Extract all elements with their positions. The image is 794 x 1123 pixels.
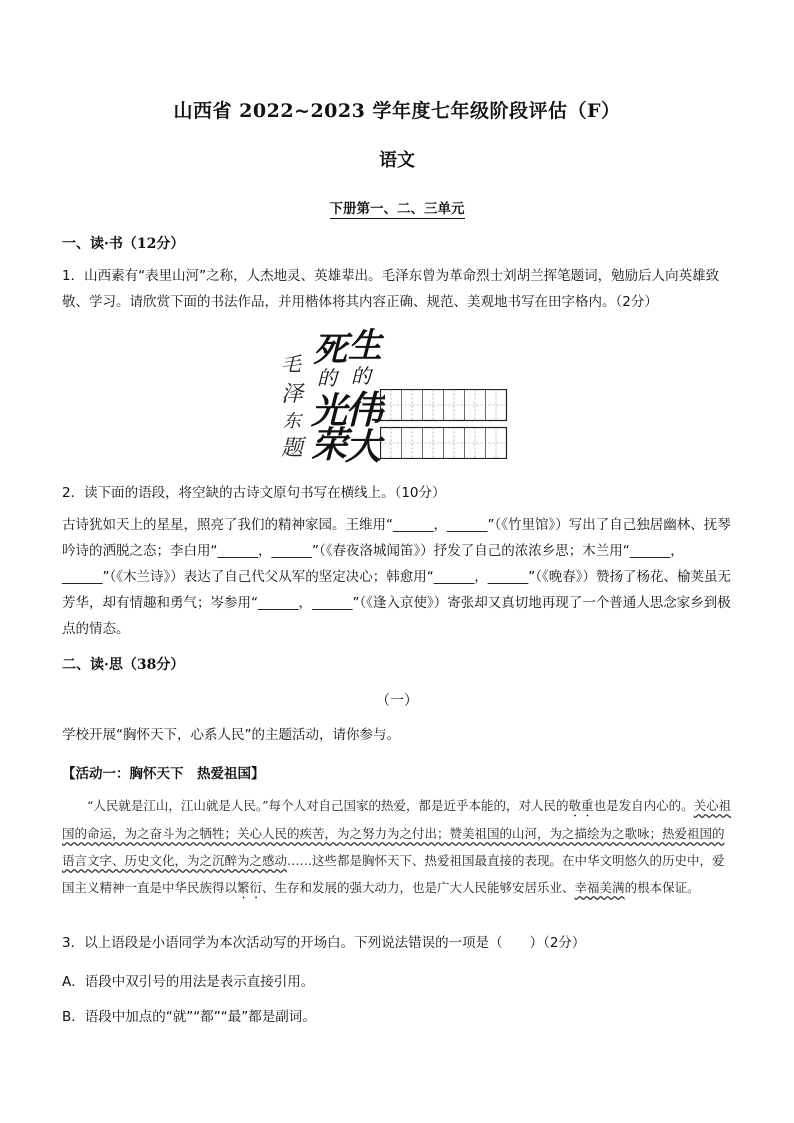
calligraphy-char: 生: [348, 326, 382, 366]
passage-text: “人民就是江山，江山就是人民。”每个人对自己国家的热爱，都是近乎本能的，对人民的: [87, 798, 569, 813]
activity-intro: 学校开展“胸怀天下，心系人民”的主题活动，请你参与。: [62, 727, 400, 743]
unit-range-text: 下册第一、二、三单元: [329, 201, 465, 217]
calligraphy-char: 毛: [281, 352, 301, 376]
dotted-word: 繁衍: [237, 880, 263, 895]
subject-title: 语文: [379, 150, 415, 171]
calligraphy-char: 的: [351, 364, 371, 388]
writing-grid[interactable]: [380, 389, 512, 459]
calligraphy-char: 东: [283, 411, 301, 432]
question-2-prompt: 2．读下面的语段，将空缺的古诗文原句书写在横线上。（10分）: [62, 485, 446, 501]
option-b[interactable]: B．语段中加点的“就”“都”“最”都是副词。: [62, 1009, 316, 1025]
calligraphy-char: 死: [313, 330, 347, 370]
calligraphy-char: 大: [345, 426, 382, 463]
underlined-text: 关心祖国的命运，为之奋斗为之牺牲；关心人民的疾苦，为之努力为之付出；赞美祖国的山河，为之描绘为之歌咏；热爱祖国的语言文字、历史文化，为之沉醉为之感动: [62, 798, 732, 868]
passage-text: 也是发自内心的。: [593, 798, 694, 813]
calligraphy-artwork: [275, 323, 385, 463]
passage-text: 、生存和发展的强大动力，也是广大人民能够安居乐业、: [262, 880, 575, 895]
calligraphy-char: 荣: [311, 424, 348, 463]
exam-title: 山西省 2022~2023 学年度七年级阶段评估（F）: [173, 100, 621, 122]
option-a[interactable]: A．语段中双引号的用法是表示直接引用。: [62, 974, 315, 990]
question-3: 3．以上语段是小语同学为本次活动写的开场白。下列说法错误的一项是（ ）（2分）: [62, 935, 586, 951]
part-one-label: （一）: [376, 693, 418, 709]
section-1-heading: 一、读·书（12分）: [62, 236, 185, 252]
question-2-text: 古诗犹如天上的星星，照亮了我们的精神家园。王维用“______，______”（《竹里馆》）写出了自己独居幽林、抚琴吟诗的洒脱之态；李白用“______，______”（《春夜洛城闻笛》）抒发了自己的浓浓乡思；木兰用“______，______”（《木兰诗》）表达了自己代父从军的坚定决心；韩愈用“______，______”（《晚春》）赞扬了杨花、榆荚虽无芳华，却有情趣和勇气；岑参用“______，______”（《逢入京使》）寄张却又真切地再现了一个普通人思念家乡到极点的情态。: [62, 517, 731, 637]
question-1: 1．山西素有“表里山河”之称，人杰地灵、英雄辈出。毛泽东曾为革命烈士刘胡兰挥笔题词，勉励后人向英雄致敬、学习。请欣赏下面的书法作品，并用楷体将其内容正确、规范、美观地书写在田字格内。（2分）: [62, 268, 720, 310]
opening-passage: [62, 792, 734, 902]
passage-text: 的根本保证。: [624, 880, 700, 895]
calligraphy-char: 伟: [345, 387, 384, 432]
calligraphy-char: 题: [281, 436, 304, 461]
calligraphy-char: 泽: [281, 382, 304, 407]
dotted-word: 敬重: [568, 798, 594, 813]
passage-text: ……这些都是胸怀天下、热爱祖国最直接的表现。在中华文明悠久的历史中，爱国主义精神一直是中华民族得以: [62, 853, 725, 895]
section-2-heading: 二、读·思（38分）: [62, 657, 185, 673]
calligraphy-char: 的: [317, 366, 337, 390]
underlined-text: 幸福美满: [574, 880, 625, 895]
unit-range: [0, 197, 794, 217]
calligraphy-char: 光: [311, 390, 348, 432]
activity-one-title: 【活动一：胸怀天下 热爱祖国】: [62, 766, 265, 782]
